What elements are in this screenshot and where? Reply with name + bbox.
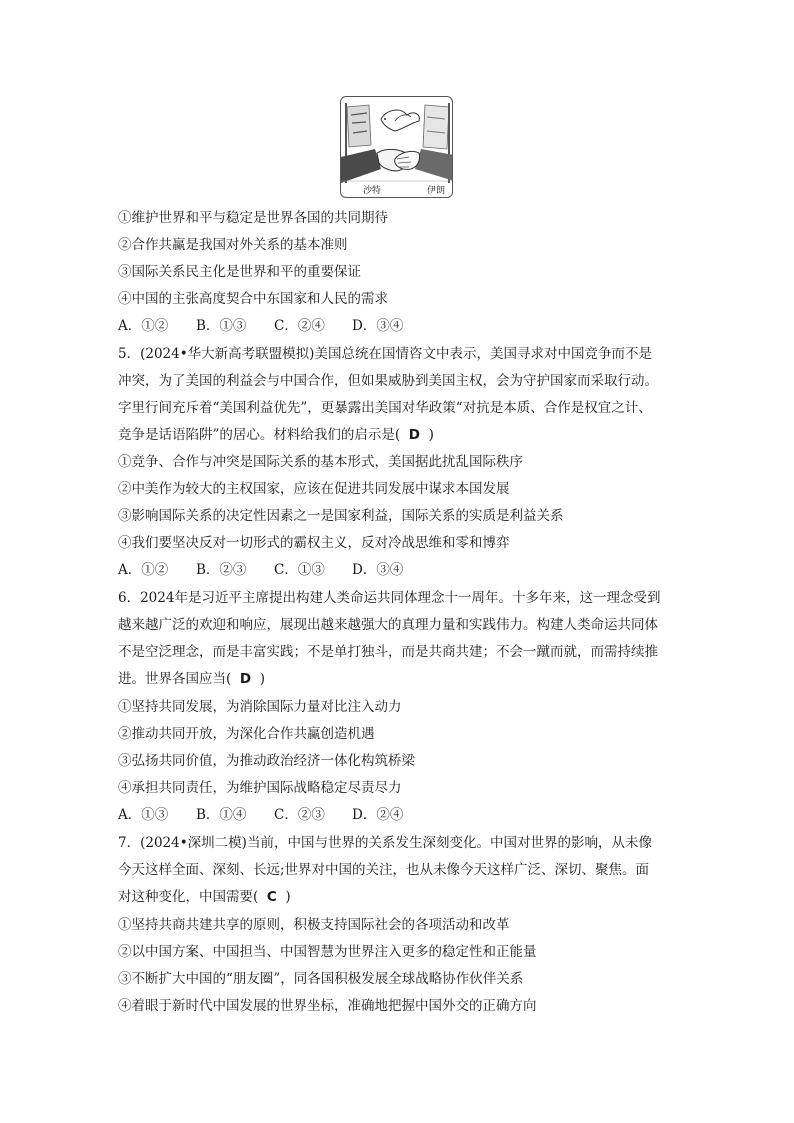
q7-stem-line-3 (118, 889, 291, 905)
caption-iran: 伊朗 (427, 186, 446, 196)
q6-stem-line-2: 越来越广泛的欢迎和响应，展现出越来越强大的真理力量和实践伟力。构建人类命运共同体 (118, 617, 658, 633)
q4-option-d: D．③④ (352, 318, 404, 334)
q6-statement-3: ③弘扬共同价值，为推动政治经济一体化构筑桥梁 (118, 753, 415, 769)
q7-stem-line-1: 7．(2024•深圳二模)当前，中国与世界的关系发生深刻变化。中国对世界的影响，从未像 (118, 835, 652, 851)
q5-options (118, 562, 403, 578)
q6-stem-line-1: 6．2024年是习近平主席提出构建人类命运共同体理念十一周年。十多年来，这一理念受到 (118, 590, 661, 606)
q7-answer: C (266, 889, 277, 905)
q4-option-a: A．①② (118, 318, 169, 334)
q5-option-c: C．①③ (274, 562, 325, 578)
q5-stem-line-1: 5．(2024•华大新高考联盟模拟)美国总统在国情咨文中表示，美国寻求对中国竞争而不是 (118, 346, 652, 362)
q7-stem-text: 对这种变化，中国需要( (118, 889, 259, 905)
q6-option-a: A．①③ (118, 807, 169, 823)
q4-statement-2: ②合作共赢是我国对外关系的基本准则 (118, 237, 348, 253)
caption-saudi: 沙特 (363, 186, 382, 196)
q5-statement-3: ③影响国际关系的决定性因素之一是国家利益，国际关系的实质是利益关系 (118, 508, 564, 524)
q6-option-d: D．②④ (352, 807, 404, 823)
q5-option-d: D．③④ (352, 562, 404, 578)
q4-statement-4: ④中国的主张高度契合中东国家和人民的需求 (118, 291, 388, 307)
q5-stem-line-3: 字里行间充斥着“美国利益优先”，更暴露出美国对华政策“对抗是本质、合作是权宜之计、 (118, 400, 652, 416)
q4-options (118, 318, 403, 334)
q6-stem-line-4 (118, 671, 265, 687)
q6-options (118, 807, 403, 823)
q5-option-b: B．②③ (196, 562, 247, 578)
q7-paren-close: ) (285, 889, 291, 905)
cartoon-figure (340, 96, 453, 198)
q7-statement-4: ④着眼于新时代中国发展的世界坐标，准确地把握中国外交的正确方向 (118, 998, 537, 1014)
q5-option-a: A．①② (118, 562, 169, 578)
q7-stem-line-2: 今天这样全面、深刻、长远;世界对中国的关注，也从未像今天这样广泛、深切、聚焦。面 (118, 862, 650, 878)
q5-statement-2: ②中美作为较大的主权国家，应该在促进共同发展中谋求本国发展 (118, 481, 510, 497)
q4-option-c: C．②④ (274, 318, 325, 334)
q6-statement-1: ①坚持共同发展，为消除国际力量对比注入动力 (118, 699, 402, 715)
q6-option-c: C．②③ (274, 807, 325, 823)
q7-statement-1: ①坚持共商共建共享的原则，积极支持国际社会的各项活动和改革 (118, 917, 510, 933)
q7-statement-2: ②以中国方案、中国担当、中国智慧为世界注入更多的稳定性和正能量 (118, 944, 537, 960)
q6-statement-2: ②推动共同开放，为深化合作共赢创造机遇 (118, 726, 375, 742)
q5-paren-close: ) (428, 427, 434, 443)
q6-stem-line-3: 不是空泛理念，而是丰富实践；不是单打独斗，而是共商共建；不会一蹴而就，而需持续推 (118, 644, 658, 660)
q6-statement-4: ④承担共同责任，为维护国际战略稳定尽责尽力 (118, 780, 402, 796)
q5-statement-1: ①竞争、合作与冲突是国际关系的基本形式，美国据此扰乱国际秩序 (118, 454, 523, 470)
q4-option-b: B．①③ (196, 318, 247, 334)
q6-paren-close: ) (259, 671, 265, 687)
q5-statement-4: ④我们要坚决反对一切形式的霸权主义，反对冷战思维和零和博弈 (118, 535, 510, 551)
q5-stem-line-2: 冲突，为了美国的利益会与中国合作，但如果威胁到美国主权，会为守护国家而采取行动。 (118, 373, 658, 389)
q4-statement-1: ①维护世界和平与稳定是世界各国的共同期待 (118, 210, 388, 226)
q7-statement-3: ③不断扩大中国的“朋友圈”，同各国积极发展全球战略协作伙伴关系 (118, 971, 524, 987)
q6-option-b: B．①④ (196, 807, 247, 823)
q4-statement-3: ③国际关系民主化是世界和平的重要保证 (118, 264, 361, 280)
q6-stem-text: 进。世界各国应当( (118, 671, 232, 687)
q6-answer: D (239, 671, 252, 687)
q5-stem-line-4 (118, 427, 434, 443)
q5-stem-text: 竞争是话语陷阱”的居心。材料给我们的启示是( (118, 427, 401, 443)
q5-answer: D (408, 427, 420, 443)
